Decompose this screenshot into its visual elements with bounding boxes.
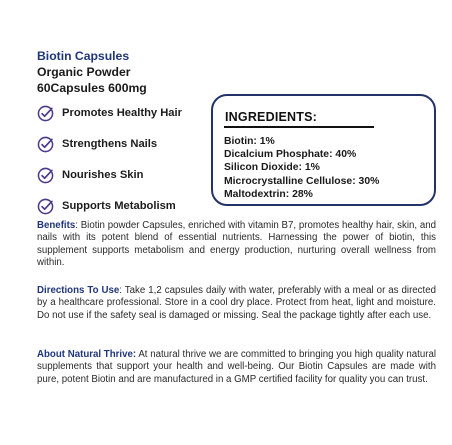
product-name: Biotin Capsules [37,49,130,63]
product-title-block [37,48,147,96]
benefit-item [37,166,143,184]
ingredients-list [224,135,379,201]
check-circle-icon [37,105,54,122]
benefits-paragraph [37,220,436,270]
benefit-label: Strengthens Nails [62,138,158,150]
benefit-label: Nourishes Skin [62,169,144,181]
ingredient-item: Microcrystalline Cellulose: 30% [224,175,380,187]
directions-paragraph [37,285,436,322]
ingredients-box [211,94,436,206]
product-size: 60Capsules 600mg [37,81,147,95]
benefit-item [37,104,182,122]
product-form: Organic Powder [37,65,131,79]
ingredients-heading: INGREDIENTS: [225,110,317,124]
benefit-item [37,197,176,215]
benefits-text: : Biotin powder Capsules, enriched with vitamin B7, promotes healthy hair, skin, and nails with its potent blend of essential nutrients. Harnessing the power of biotin, this supplement supports metabolism and energy production, nurturing overall wellness from within. [37,220,436,269]
ingredient-item: Silicon Dioxide: 1% [224,162,320,174]
benefit-label: Supports Metabolism [62,200,176,212]
directions-text: : Take 1,2 capsules daily with water, preferably with a meal or as directed by a healthcare professional. Store in a cool dry place. Protect from heat, light and moisture. Do not use if the safety seal is damaged or missing. Seal the package tightly after each use. [37,285,436,321]
ingredients-underline [224,126,374,128]
directions-label: Directions To Use [37,285,120,296]
ingredient-item: Biotin: 1% [224,136,275,147]
benefits-label: Benefits [37,220,76,231]
benefit-label: Promotes Healthy Hair [62,107,182,119]
benefit-item [37,135,157,153]
ingredient-item: Maltodextrin: 28% [224,188,313,200]
check-circle-icon [37,198,54,215]
about-paragraph [37,349,436,386]
about-text: At natural thrive we are committed to bringing you high quality natural supplements that support your health and well-being. Our Biotin Capsules are made with pure, potent Biotin and are manufactured in a GMP certified facility for quality you can trust. [37,349,436,385]
check-circle-icon [37,167,54,184]
check-circle-icon [37,136,54,153]
ingredient-item: Dicalcium Phosphate: 40% [224,149,357,161]
about-label: About Natural Thrive: [37,349,137,360]
